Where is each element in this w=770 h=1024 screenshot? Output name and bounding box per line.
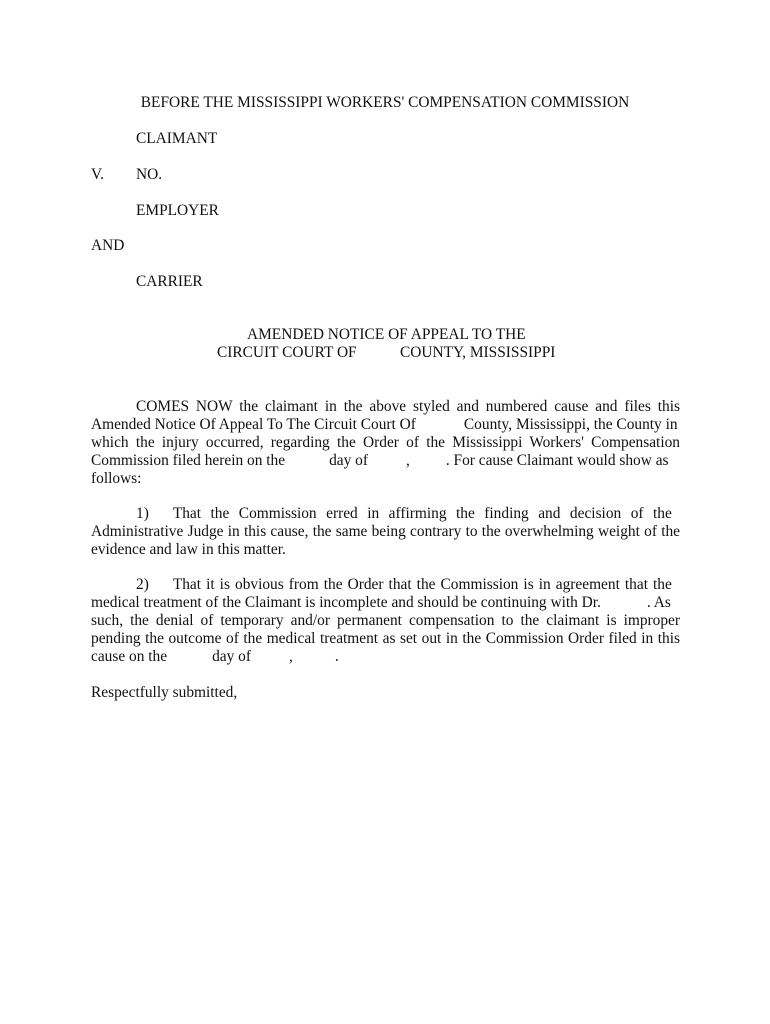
intro-line: COMES NOW the claimant in the above styled and numbered cause and files this xyxy=(136,398,680,415)
intro-text: , xyxy=(405,452,410,469)
item-1-first-line xyxy=(91,505,680,523)
item-2-text: That it is obvious from the Order that the Commission is in agreement that the xyxy=(172,576,672,593)
intro-text: Commission filed herein on the xyxy=(91,452,286,469)
item-2-line: such, the denial of temporary and/or permanent compensation to the claimant is improper xyxy=(91,612,680,629)
intro-text: . For cause Claimant would show as xyxy=(445,452,669,469)
item-2-line xyxy=(91,648,680,666)
item-2-text: day of xyxy=(212,648,251,665)
intro-line: follows: xyxy=(91,470,142,487)
court-heading: BEFORE THE MISSISSIPPI WORKERS' COMPENSATION COMMISSION xyxy=(140,94,630,111)
intro-text: day of xyxy=(329,452,368,469)
carrier-label: CARRIER xyxy=(136,273,203,290)
intro-line: which the injury occurred, regarding the Order of the Mississippi Workers' Compensation xyxy=(91,434,680,451)
item-1-number: 1) xyxy=(136,505,149,522)
intro-paragraph xyxy=(91,398,680,488)
intro-text: County, Mississippi, the County in xyxy=(463,416,678,433)
and-label: AND xyxy=(91,237,125,254)
item-2-first-line xyxy=(91,576,680,594)
item-2-text: , xyxy=(288,648,293,665)
item-2-line: pending the outcome of the medical treatment as set out in the Commission Order filed in this xyxy=(91,630,680,647)
intro-line xyxy=(91,416,680,434)
item-2-text: . As xyxy=(646,594,671,611)
item-2-number: 2) xyxy=(136,576,149,593)
claimant-label: CLAIMANT xyxy=(136,130,218,147)
notice-title-line2-prefix: CIRCUIT COURT OF xyxy=(217,344,357,361)
item-1-paragraph xyxy=(91,505,680,559)
intro-text: Amended Notice Of Appeal To The Circuit Court Of xyxy=(91,416,416,433)
item-1-text: That the Commission erred in affirming the finding and decision of the xyxy=(172,505,672,522)
item-2-text: medical treatment of the Claimant is incomplete and should be continuing with Dr. xyxy=(91,594,601,611)
notice-title-line1: AMENDED NOTICE OF APPEAL TO THE xyxy=(247,326,526,343)
item-2-text: . xyxy=(334,648,339,665)
intro-line xyxy=(91,452,680,470)
case-number-label: NO. xyxy=(136,166,163,183)
item-2-text: cause on the xyxy=(91,648,168,665)
employer-label: EMPLOYER xyxy=(136,202,219,219)
item-1-line: evidence and law in this matter. xyxy=(91,541,286,558)
notice-title-line2-suffix: COUNTY, MISSISSIPPI xyxy=(400,344,556,361)
respectfully-submitted: Respectfully submitted, xyxy=(91,684,238,701)
item-1-line: Administrative Judge in this cause, the same being contrary to the overwhelming weight of the xyxy=(91,523,680,540)
versus-label: V. xyxy=(91,166,104,183)
item-2-line xyxy=(91,594,680,612)
item-2-paragraph xyxy=(91,576,680,666)
